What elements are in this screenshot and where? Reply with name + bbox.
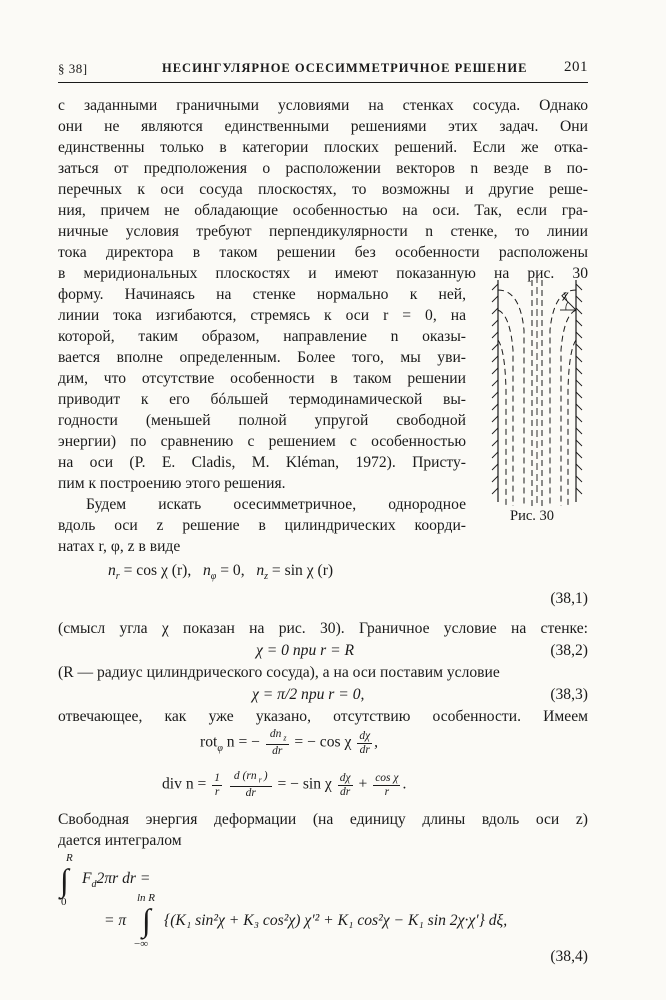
figure-angle-label: χ — [563, 287, 569, 301]
text-line: ничные условия требуют перпендикулярности n стенке, то линии — [58, 223, 588, 240]
equation-number: (38,3) — [550, 686, 588, 703]
equation-38-1: $n_r = \cos \chi$ (r), $n_\varphi = 0$, $n_z = \sin \chi$ (r) — [108, 562, 334, 583]
text-line: натах r, φ, z в виде — [58, 538, 181, 555]
text-line: с заданными граничными условиями на стенках сосуда. Однако — [58, 97, 588, 114]
text-line: вается вполне определенным. Более того, мы уви- — [58, 349, 466, 366]
text-line: энергии) по сравнению с решением с особенностью — [58, 433, 466, 450]
running-header — [58, 59, 588, 81]
section-number: § 38] — [58, 61, 88, 76]
text-line: в меридиональных плоскостях и имеют показанную на рис. 30 — [58, 265, 588, 282]
text-line: дается интегралом — [58, 832, 182, 849]
equation-38-3: χ = π/2 при r = 0, — [252, 686, 365, 703]
text-line: ния, причем не обладающие особенностью на оси. Так, если гра- — [58, 202, 588, 219]
text-line: годности (меньшей полной упругой свободной — [58, 412, 466, 429]
equation-number: (38,4) — [550, 948, 588, 965]
text-line: тока директора в таком решении без особенности расположены — [58, 244, 588, 261]
text-line: заться от предположения о расположении векторов n везде в по- — [58, 160, 588, 177]
text-line: на оси (P. E. Cladis, M. Kléman, 1972). Присту- — [58, 454, 466, 471]
rot-equation: rot$_\varphi$ n = − $\frac{dn _z}{dr}$ = − cos χ $\frac{d\chi}{dr}$ , — [200, 728, 379, 758]
text-line: которой, таким образом, направление n оказы- — [58, 328, 466, 345]
text-line: единственны только в категории плоских решений. Если же отка- — [58, 139, 588, 156]
header-rule — [58, 82, 588, 83]
figure-caption: Рис. 30 — [510, 508, 555, 524]
text-line: отвечающее, как уже указано, отсутствию особенности. Имеем — [58, 708, 588, 725]
equation-number: (38,1) — [550, 590, 588, 607]
equation-number: (38,2) — [550, 642, 588, 659]
text-line: дим, что отсутствие особенности в таком решении — [58, 370, 466, 387]
text-line: Будем искать осесимметричное, однородное — [86, 496, 466, 513]
text-line: пим к построению этого решения. — [58, 475, 286, 492]
div-equation: div n = $\frac{1}{r}$ $\frac{d (rn _r )}{dr}$ = − sin χ $\frac{d\chi}{dr}$ + $\frac{\text{cos χ}}{r}$ . — [162, 770, 407, 800]
text-line: приводит к его бóльшей термодинамической вы- — [58, 391, 466, 408]
figure-30 — [480, 270, 590, 510]
text-line: вдоль оси z решение в цилиндрических коорди- — [58, 517, 466, 534]
text-line: перечных к оси сосуда плоскостях, то возможны и другие реше- — [58, 181, 588, 198]
text-line: (смысл угла χ показан на рис. 30). Граничное условие на стенке: — [58, 620, 588, 637]
text-line: форму. Начинаясь на стенке нормально к ней, — [58, 286, 466, 303]
text-line: Свободная энергия деформации (на единицу длины вдоль оси z) — [58, 811, 588, 828]
text-line: (R — радиус цилиндрического сосуда), а на оси поставим условие — [58, 664, 500, 681]
equation-38-2: χ = 0 при r = R — [256, 642, 355, 659]
text-line: линии тока изгибаются, стремясь к оси r = 0, на — [58, 307, 466, 324]
director-lines-diagram — [480, 270, 590, 510]
running-title: НЕСИНГУЛЯРНОЕ ОСЕСИММЕТРИЧНОЕ РЕШЕНИЕ — [162, 61, 528, 75]
page-number: 201 — [564, 59, 588, 75]
text-line: они не являются единственными решениями этих задач. Они — [58, 118, 588, 135]
